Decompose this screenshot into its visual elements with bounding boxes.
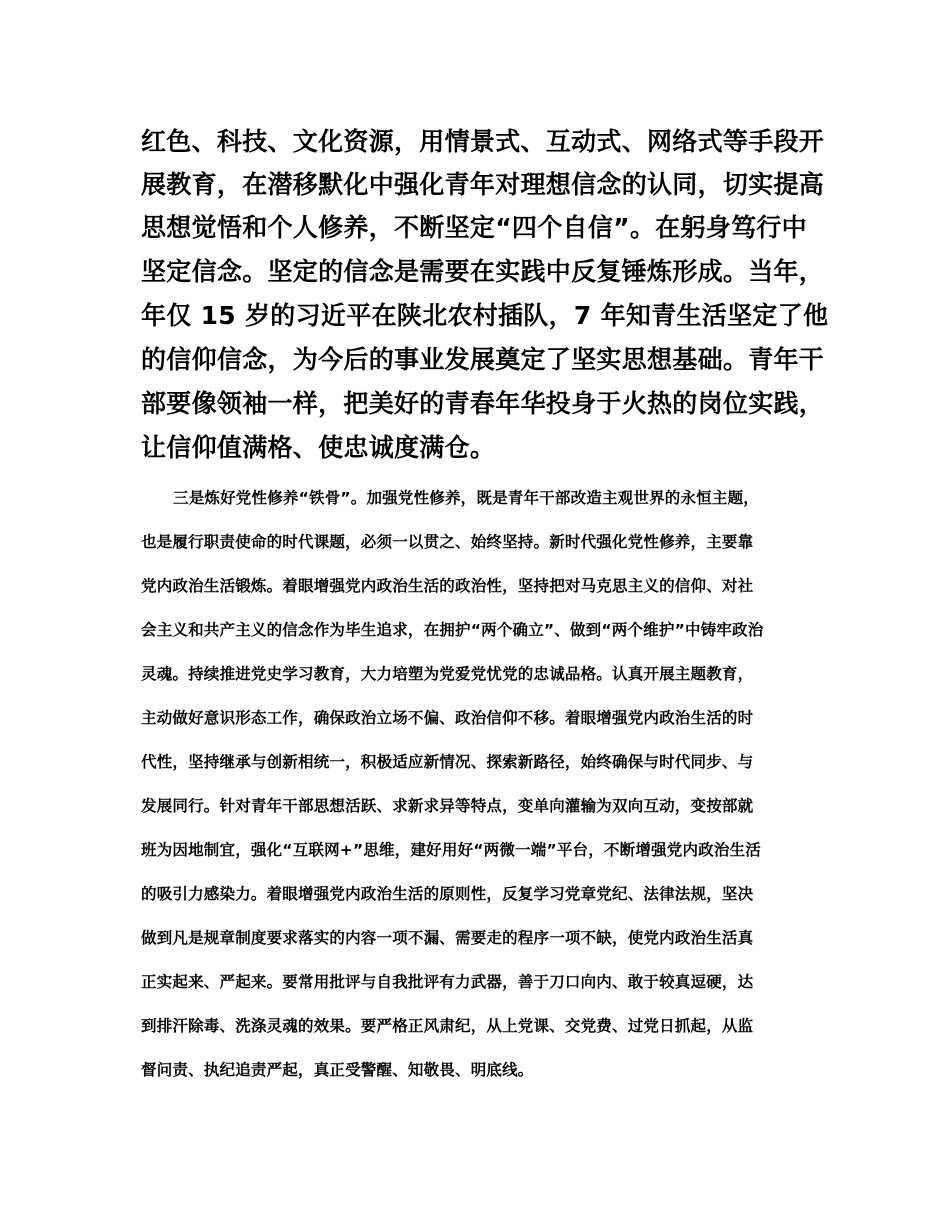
text-line: 到排汗除毒、洗涤灵魂的效果。要严格正风肃纪，从上党课、交党费、过党日抓起，从监 bbox=[141, 1017, 754, 1035]
text-line: 会主义和共产主义的信念作为毕生追求，在拥护“两个确立”、做到“两个维护”中铸牢政治 bbox=[141, 621, 764, 639]
text-line: 正实起来、严起来。要常用批评与自我批评有力武器，善于刀口向内、敢于较真逗硬，达 bbox=[141, 973, 754, 991]
text-line: 党内政治生活锻炼。着眼增强党内政治生活的政治性，坚持把对马克思主义的信仰、对社 bbox=[141, 577, 754, 595]
text-line: 年仅 15 岁的习近平在陕北农村插队，7 年知青生活坚定了他 bbox=[141, 301, 829, 330]
text-line: 让信仰值满格、使忠诚度满仓。 bbox=[141, 433, 496, 462]
text-line: 展教育，在潜移默化中强化青年对理想信念的认同，切实提高 bbox=[141, 170, 825, 199]
text-line: 班为因地制宜，强化“互联网+”思维，建好用好“两微一端”平台，不断增强党内政治生活 bbox=[141, 841, 761, 859]
text-line: 做到凡是规章制度要求落实的内容一项不漏、需要走的程序一项不缺，使党内政治生活真 bbox=[141, 929, 754, 947]
text-line: 代性，坚持继承与创新相统一，积极适应新情况、探索新路径，始终确保与时代同步、与 bbox=[141, 753, 754, 771]
text-line: 坚定信念。坚定的信念是需要在实践中反复锤炼形成。当年， bbox=[141, 257, 825, 286]
text-line: 灵魂。持续推进党史学习教育，大力培塑为党爱党忧党的忠诚品格。认真开展主题教育， bbox=[141, 665, 754, 683]
text-line: 的信仰信念，为今后的事业发展奠定了坚实思想基础。青年干 bbox=[141, 345, 825, 374]
text-line: 主动做好意识形态工作，确保政治立场不偏、政治信仰不移。着眼增强党内政治生活的时 bbox=[141, 709, 754, 727]
text-line: 也是履行职责使命的时代课题，必须一以贯之、始终坚持。新时代强化党性修养，主要靠 bbox=[141, 533, 754, 551]
text-line: 红色、科技、文化资源，用情景式、互动式、网络式等手段开 bbox=[141, 127, 825, 156]
text-line: 的吸引力感染力。着眼增强党内政治生活的原则性，反复学习党章党纪、法律法规，坚决 bbox=[141, 885, 754, 903]
text-line: 督问责、执纪追责严起，真正受警醒、知敬畏、明底线。 bbox=[141, 1061, 534, 1079]
text-line: 思想觉悟和个人修养，不断坚定“四个自信”。在躬身笃行中 bbox=[141, 213, 807, 242]
text-line: 发展同行。针对青年干部思想活跃、求新求异等特点，变单向灌输为双向互动，变按部就 bbox=[141, 797, 754, 815]
text-line: 部要像领袖一样，把美好的青春年华投身于火热的岗位实践， bbox=[141, 389, 825, 418]
paragraph-first-line: 三是炼好党性修养“铁骨”。加强党性修养，既是青年干部改造主观世界的永恒主题， bbox=[173, 489, 759, 507]
